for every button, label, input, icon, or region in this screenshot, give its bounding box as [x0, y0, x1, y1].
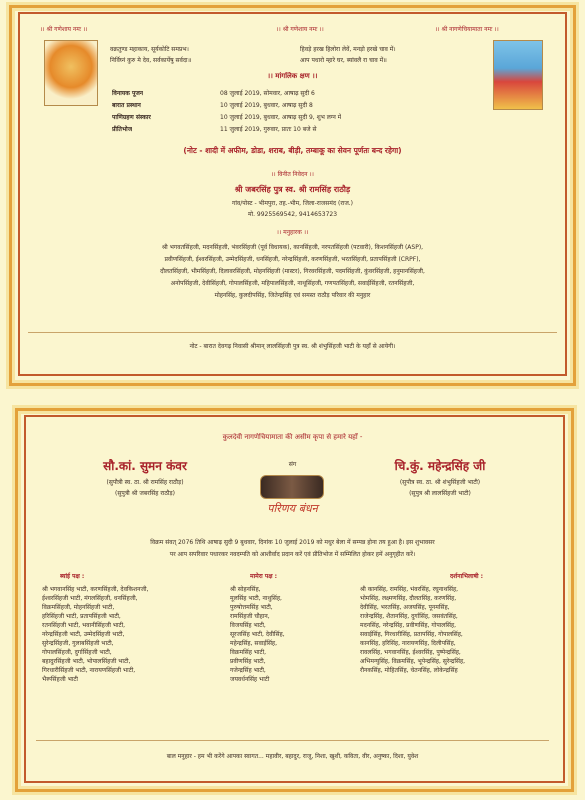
guests-line-4: अनोपसिंहजी, देवीसिंहजी, गोपालसिंहजी, महिपालसिंहजी, नाथूसिंहजी, गणपतसिंहजी, सवाईसिंहजी, रतनसिंहजी, — [170, 280, 415, 287]
guests-line-5: मोहनसिंह, कुलदीपसिंह, जितेन्द्रसिंह एवं समस्त राठौड़ परिवार की मनुहार — [214, 292, 371, 299]
col2-list — [230, 585, 350, 684]
mangalik-title: ।। मांगलिक क्षण ।। — [267, 72, 318, 80]
col2-item: रामसिंहजी चौहान, — [230, 613, 270, 620]
groom-name: चि.कुं. महेन्द्रसिंह जी — [394, 459, 486, 473]
event-4-name: प्रीतिभोज — [112, 126, 133, 133]
col3-item: मदनसिंह, नरेन्द्रसिंह, प्रवीणसिंह, गोपालसिंह, — [360, 622, 457, 629]
col3-item: रावलसिंह, भगवानसिंह, ईश्वरसिंह, पुष्पेन्द्रसिंह, — [360, 649, 461, 656]
ganesh-image — [44, 40, 98, 106]
sang-label: संग — [288, 461, 297, 468]
col3-item: देवीसिंह, भरतसिंह, अजयसिंह, पूनमसिंह, — [360, 604, 450, 611]
col3-list — [360, 585, 545, 675]
col3-item: भोमसिंह, लक्ष्मणसिंह, दौलतसिंह, करणसिंह, — [360, 595, 457, 602]
header-right: ।। श्री नागणेचियामाता नमः ।। — [435, 26, 499, 33]
host-address: गांव/पोस्ट - भीमपुरा, तह.-भीम, जिला-राजसमंद (राज.) — [231, 200, 354, 207]
col2-item: गजेन्द्रसिंह भाटी, — [230, 667, 266, 674]
invitation-bottom-card — [0, 400, 585, 800]
body-line-1: विक्रम संवत् 2076 तिथि आषाढ़ सुदी 9 बुधवार, दिनांक 10 जुलाई 2019 को मधुर बेला में सम्पन्न होना तय हुआ है। इस शुभावसर — [150, 539, 435, 546]
col3-item: राजेन्द्रसिंह, शैतानसिंह, दुर्गासिंह, जसवंतसिंह, — [360, 613, 458, 620]
kuldevi-title: कुलदेवी नागणेचियामाता की असीम कृपा से हमारे यहाँ - — [222, 433, 363, 441]
host-phone: मो. 9925569542, 9414653723 — [247, 211, 338, 218]
notice: (नोट - शादी में अफीम, डोडा, शराब, बीड़ी, तम्बाकू का सेवन पूर्णतः बन्द रहेगा) — [183, 146, 402, 155]
col3-item: कानसिंह, हरिसिंह, नारायणसिंह, दिलीपसिंह, — [360, 640, 456, 647]
divider — [28, 332, 557, 333]
verse-left-line-1: वक्रतुण्ड महाकाय, सूर्यकोटि समप्रभ। — [110, 46, 189, 53]
col2-item: प्रवीणसिंह भाटी, — [230, 658, 266, 665]
verse-right-line-2: आप पधारो म्हारे घर, ब्यांवलै रा चाव में॥ — [300, 57, 387, 64]
event-3-when: 10 जुलाई 2019, बुधवार, आषाढ़ सुदी 9, शुभ लग्न में — [220, 114, 342, 121]
col1-item: गिरधारीसिंहजी भाटी, नारायणसिंहजी भाटी, — [42, 667, 136, 674]
col1-title: ब्यांई पक्ष : — [60, 573, 85, 580]
col3-item: सवाईसिंह, गिरधारीसिंह, प्रतापसिंह, गोपालसिंह, — [360, 631, 463, 638]
col2-item: जयवर्धनसिंह भाटी — [230, 676, 270, 683]
event-2-when: 10 जुलाई 2019, बुधवार, आषाढ़ सुदी 8 — [220, 102, 313, 109]
col1-item: सुरेन्द्रसिंहजी, गुलाबसिंहजी भाटी, — [42, 640, 114, 647]
parinay-logo: परिणय बंधन — [267, 502, 318, 515]
groom-parents-2: (सुपुत्र श्री लालसिंहजी भाटी) — [409, 490, 471, 497]
col1-item: ईश्वरसिंहजी भाटी, मंगलसिंहजी, धनसिंहजी, — [42, 595, 138, 602]
verse-right-line-1: हिवड़े हरख हिलोरा लेवें, मनड़ो हरखे चाव में। — [300, 46, 396, 53]
divider — [36, 740, 549, 741]
col3-title: दर्शनाभिलाषी : — [450, 573, 484, 580]
body-line-2: पर आप सपरिवार पधारकर नवदम्पति को आशीर्वाद प्रदान करें एवं प्रीतिभोज में सम्मिलित होकर हमें अनुगृहीत करें। — [169, 551, 416, 558]
col2-item: मूलसिंह भाटी, नाथुसिंह, — [230, 595, 282, 602]
col1-item: नरेन्द्रसिंहजी भाटी, उम्मेदसिंहजी भाटी, — [42, 631, 125, 638]
invitation-top-card — [0, 0, 585, 393]
header-center: ।। श्री गणेशाय नमः ।। — [276, 26, 324, 33]
goddess-image — [493, 40, 543, 110]
event-1-name: विनायक पूजन — [112, 90, 144, 97]
nimantran-title: ।। विनीत निवेदन ।। — [271, 171, 314, 178]
event-4-when: 11 जुलाई 2019, गुरुवार, प्रातः 10 बजे से — [220, 126, 317, 133]
groom-parents-1: (सुपौत्र स्व. ठा. श्री शंभुसिंहजी भाटी) — [399, 479, 481, 486]
verse-left-line-2: निर्विघ्नं कुरु मे देव, सर्वकार्येषु सर्वदा॥ — [110, 57, 192, 64]
col1-item: बहादुरसिंहजी भाटी, भोपालसिंहजी भाटी, — [42, 658, 131, 665]
col2-item: विजयसिंह भाटी, — [230, 622, 266, 629]
kids-footer: बाल मनुहार - हम भी करेंगे आपका स्वागत... महावीर, बहादुर, राजू, निशा, खुशी, कविता, वीर, अनुष्का, दिशा, युवेश — [166, 753, 419, 760]
guests-line-3: दौलतसिंहजी, भीमसिंहजी, दिलावरसिंहजी, मोहनसिंहजी (मास्टर), गिरवरसिंहजी, पदमसिंहजी, कुंवरसिंहजी, हनुमानसिंहजी, — [160, 268, 425, 275]
col1-item: विक्रमसिंहजी, मोहनसिंहजी भाटी, — [42, 604, 115, 611]
col2-title: मामेरा पक्ष : — [250, 573, 278, 580]
event-1-when: 08 जुलाई 2019, सोमवार, आषाढ़ सुदी 6 — [220, 90, 315, 97]
bride-parents-2: (सुपुत्री श्री जबरसिंह राठौड़) — [115, 490, 175, 497]
guests-line-1: श्री भगवतसिंहजी, मदनसिंहजी, भंवरसिंहजी (पूर्व विधायक), कानसिंहजी, नरपतसिंहजी (पटवारी), किशनसिंहजी (ASP), — [161, 244, 424, 251]
wedding-note: नोट - बारात देवगढ़ निवासी श्रीमान् लालसिंहजी पुत्र स्व. श्री शंभुसिंहजी भाटी के यहाँ से आयेगी। — [189, 343, 396, 350]
col1-item: हरिसिंहजी भाटी, प्रतापसिंहजी भाटी, — [42, 613, 121, 620]
col1-item: भैरूसिंहजी भाटी — [42, 676, 78, 683]
header-left: ।। श्री गणेशाय नमः ।। — [40, 26, 88, 33]
col3-item: अभिमन्युसिंह, विक्रमसिंह, भूपेन्द्रसिंह, सुरेन्द्रसिंह, — [360, 658, 466, 665]
col3-item: श्री कानसिंह, रामसिंह, भंवरसिंह, रघुनाथसिंह, — [360, 586, 459, 593]
host-name: श्री जबरसिंह पुत्र स्व. श्री रामसिंह राठौड़ — [234, 185, 351, 194]
col3-item: रौनकसिंह, मोहितसिंह, चेतनसिंह, लोकेन्द्रसिंह — [360, 667, 458, 674]
bride-parents-1: (सुपौत्री स्व. ठा. श्री रामसिंह राठौड़) — [106, 479, 184, 486]
col1-item: श्री भगवानसिंह भाटी, करणसिंहजी, देवकिशनजी, — [42, 586, 149, 593]
guests-line-2: प्रवीणसिंहजी, ईश्वरसिंहजी, उम्मेदसिंहजी, धनसिंहजी, नरेन्द्रसिंहजी, करणसिंहजी, भरतसिंहजी, प्रतापसिंहजी (CRPF), — [164, 256, 421, 263]
bride-name: सौ.कां. सुमन कंवर — [103, 459, 187, 473]
col2-item: सूरजसिंह भाटी, देवीसिंह, — [230, 631, 285, 638]
col2-item: श्री सोहनसिंह, — [230, 586, 261, 593]
col2-item: विक्रमसिंह भाटी, — [230, 649, 267, 656]
col1-item: रतनसिंहजी भाटी, भवानीसिंहजी भाटी, — [42, 622, 126, 629]
col1-item: गोपालसिंहजी, दुर्गासिंहजी भाटी, — [42, 649, 112, 656]
col2-item: पुरुषोत्तमसिंह भाटी, — [230, 604, 273, 611]
handshake-image — [260, 475, 324, 499]
event-2-name: बारात प्रस्थान — [112, 102, 141, 109]
col2-item: महेन्द्रसिंह, सवाईसिंह, — [230, 640, 278, 647]
col1-list — [42, 585, 217, 684]
event-3-name: पाणिग्रहण संस्कार — [112, 114, 151, 121]
guests-title: ।। मनुहारक ।। — [276, 229, 309, 236]
